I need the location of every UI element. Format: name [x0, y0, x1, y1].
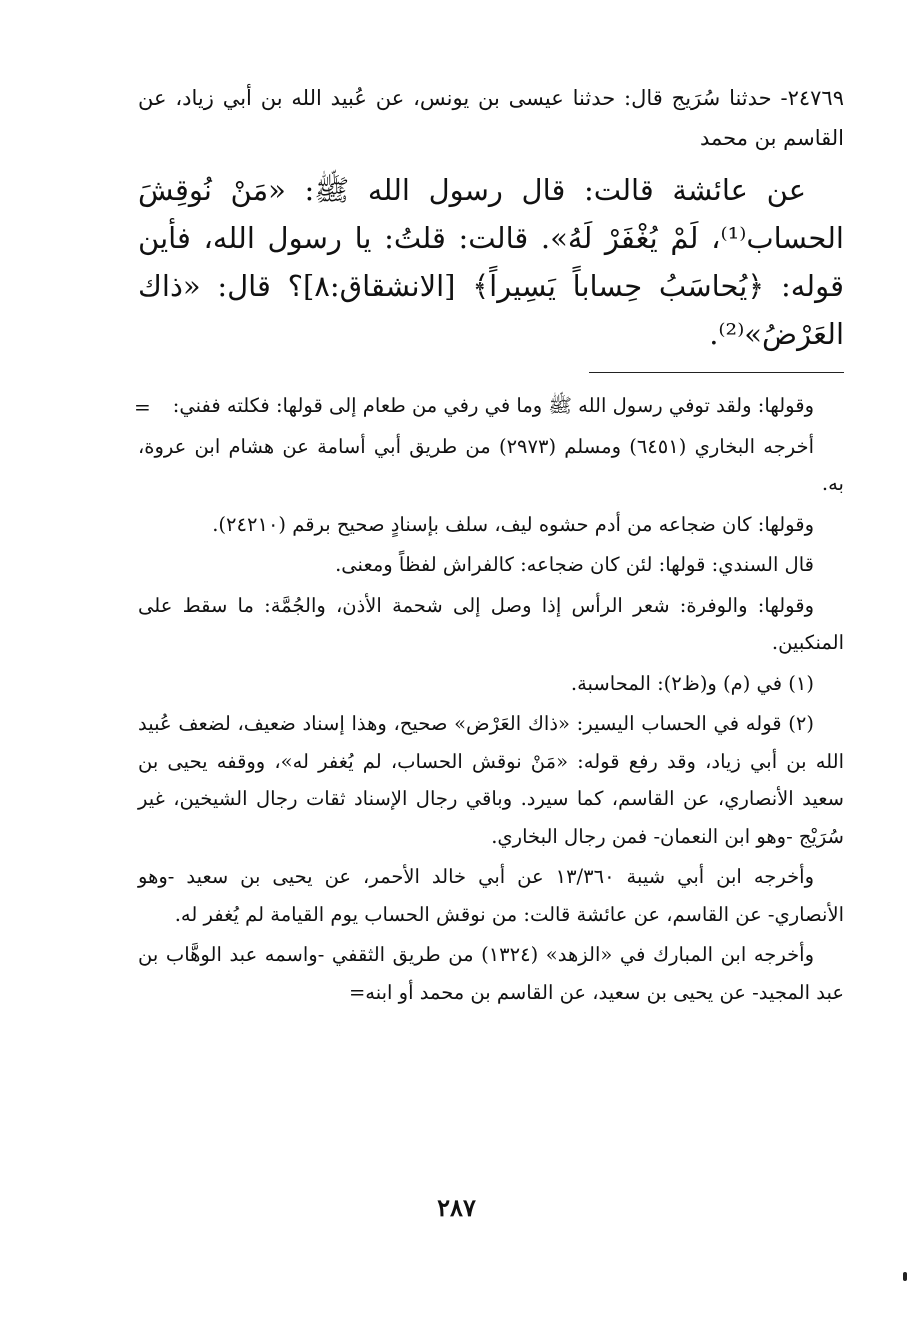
footnote-paragraph: وأخرجه ابن أبي شيبة ١٣/٣٦٠ عن أبي خالد الأحمر، عن يحيى بن سعيد -وهو الأنصاري- عن القاسم، عن عائشة قالت: من نوقش الحساب يوم القيامة لم يُغفر له.: [138, 865, 844, 926]
footnote-2: (٢) قوله في الحساب اليسير: «ذاك العَرْض» صحيح، وهذا إسناد ضعيف، لضعف عُبيد الله بن أبي زياد، وقد رفع قوله: «مَنْ نوقش الحساب، لم يُغفر له»، ووقفه يحيى بن سعيد الأنصاري، عن القاسم، كما سيرد. وباقي رجال الإسناد ثقات رجال الشيخين، غير سُرَيْج -وهو ابن النعمان- فمن رجال البخاري.: [138, 712, 844, 848]
footnote-1: (١) في (م) و(ظ٢): المحاسبة.: [570, 671, 814, 695]
hadith-matn: عن عائشة قالت: قال رسول الله ﷺ: «مَنْ نُوقِشَ الحساب⁽¹⁾، لَمْ يُغْفَرْ لَهُ». قالت: قلتُ: يا رسول الله، فأين قوله: ﴿يُحاسَبُ حِساباً يَسِيراً﴾ [الانشقاق:٨]؟ قال: «ذاك العَرْضُ»⁽²⁾.: [138, 173, 844, 351]
footnote-paragraph: وقولها: ولقد توفي رسول الله ﷺ وما في رفي من طعام إلى قولها: فكلته ففني:: [172, 394, 814, 417]
footnote-paragraph: وقولها: كان ضجاعه من أدم حشوه ليف، سلف بإسنادٍ صحيح برقم (٢٤٢١٠).: [212, 512, 814, 536]
footnote-paragraph: وأخرجه ابن المبارك في «الزهد» (١٣٢٤) من طريق الثقفي -واسمه عبد الوهَّاب بن عبد المجيد- عن يحيى بن سعيد، عن القاسم بن محمد أو ابنه=: [138, 943, 844, 1004]
hadith-isnad: ٢٤٧٦٩- حدثنا سُرَيج قال: حدثنا عيسى بن يونس، عن عُبيد الله بن أبي زياد، عن القاسم بن محمد: [138, 86, 844, 150]
footnote-paragraph: وقولها: والوفرة: شعر الرأس إذا وصل إلى شحمة الأذن، والجُمَّة: ما سقط على المنكبين.: [138, 593, 844, 654]
scan-mark: [903, 1272, 907, 1281]
page-body: [134, 78, 844, 1014]
footnotes: [134, 387, 844, 1011]
page-number: ٢٨٧: [437, 1193, 476, 1222]
continuation-marker: =: [134, 395, 151, 419]
footnote-paragraph: قال السندي: قولها: لئن كان ضجاعه: كالفراش لفظاً ومعنى.: [335, 553, 814, 576]
footnote-divider: [589, 372, 844, 373]
footnote-paragraph: أخرجه البخاري (٦٤٥١) ومسلم (٢٩٧٣) من طريق أبي أسامة عن هشام ابن عروة، به.: [138, 434, 844, 495]
